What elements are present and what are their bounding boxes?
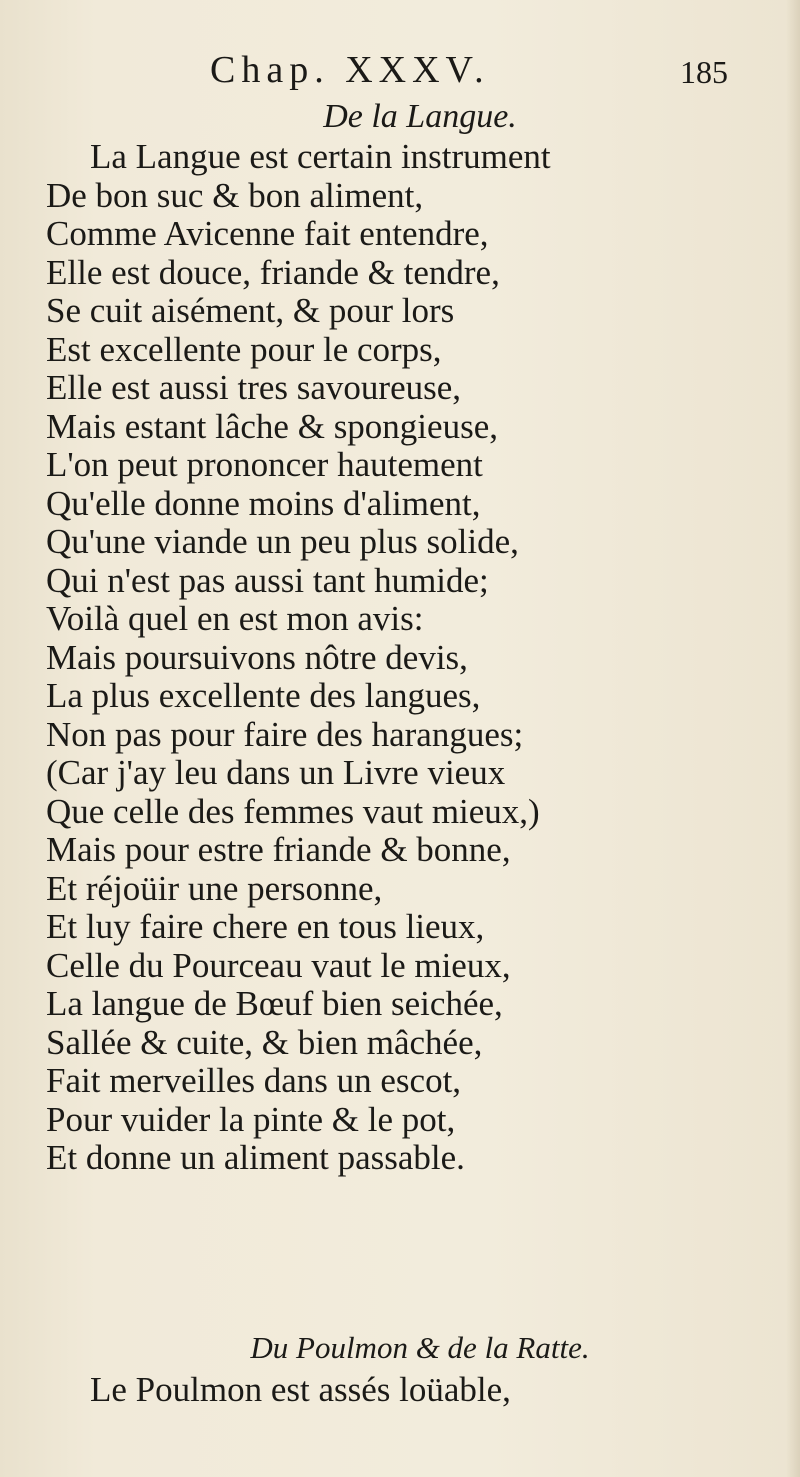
section-title-langue: De la Langue. [323, 98, 517, 135]
verse-line: Et donne un aliment passable. [46, 1138, 465, 1177]
verse-line: Comme Avicenne fait entendre, [46, 214, 489, 253]
verse-line: Qui n'est pas aussi tant humide; [46, 560, 489, 600]
section-title-poulmon-ratte: Du Poulmon & de la Ratte. [250, 1330, 590, 1365]
verse-line: Elle est douce, friande & tendre, [46, 252, 500, 292]
verse-line: De bon suc & bon aliment, [46, 175, 424, 215]
running-head [0, 40, 800, 100]
verse-line: L'on peut prononcer hautement [46, 445, 483, 484]
verse-line: Pour vuider la pinte & le pot, [46, 1099, 456, 1139]
verse-line: Sallée & cuite, & bien mâchée, [46, 1022, 483, 1062]
verse-line: Voilà quel en est mon avis: [46, 599, 424, 638]
verse-line: Et luy faire chere en tous lieux, [46, 907, 485, 946]
verse-line: Elle est aussi tres savoureuse, [46, 368, 462, 407]
verse-line: Celle du Pourceau vaut le mieux, [46, 945, 511, 985]
page-edge-shadow [786, 0, 800, 1477]
verse-line: Fait merveilles dans un escot, [46, 1061, 462, 1100]
verse-line: La Langue est certain instrument [90, 137, 551, 176]
verse-line: Mais estant lâche & spongieuse, [46, 406, 498, 446]
poem-langue [46, 138, 551, 1178]
verse-line: Se cuit aisément, & pour lors [46, 291, 455, 330]
verse-line: La langue de Bœuf bien seichée, [46, 984, 503, 1023]
verse-line: Non pas pour faire des harangues; [46, 714, 524, 754]
verse-line: (Car j'ay leu dans un Livre vieux [46, 753, 506, 792]
verse-line: Qu'une viande un peu plus solide, [46, 522, 519, 561]
verse-line: Que celle des femmes vaut mieux,) [46, 791, 540, 831]
verse-line: Qu'elle donne moins d'aliment, [46, 483, 481, 523]
verse-line: Le Poulmon est assés loüable, [90, 1370, 511, 1409]
verse-line: La plus excellente des langues, [46, 676, 481, 715]
verse-line: Mais pour estre friande & bonne, [46, 830, 511, 869]
verse-line: Mais poursuivons nôtre devis, [46, 637, 468, 677]
verse-line: Et réjoüir une personne, [46, 868, 383, 908]
chapter-heading: Chap. XXXV. [210, 49, 490, 91]
page-number: 185 [680, 54, 728, 90]
verse-line: Est excellente pour le corps, [46, 329, 442, 369]
